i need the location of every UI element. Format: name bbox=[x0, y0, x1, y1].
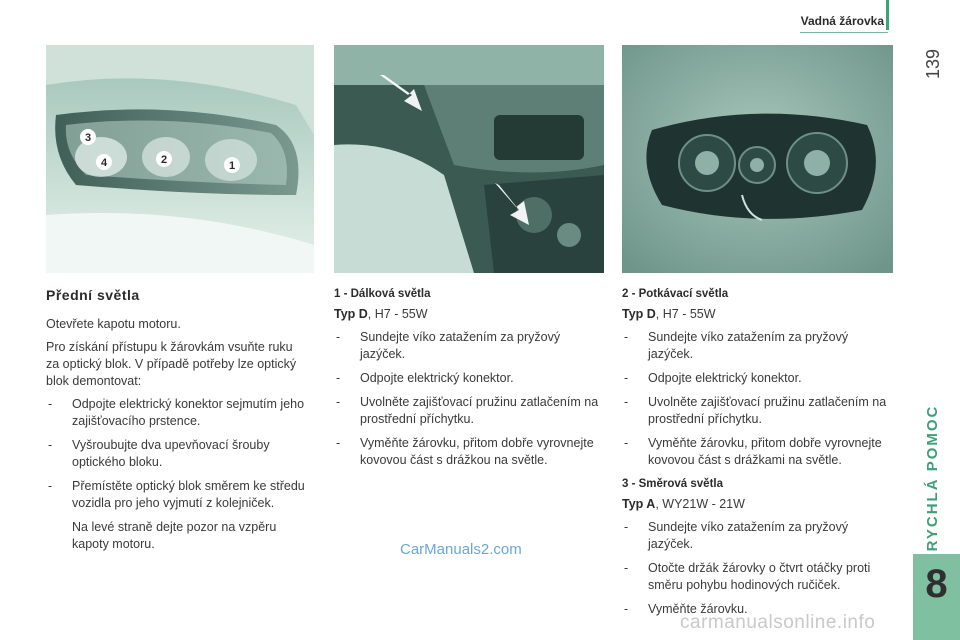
list-item: - Odpojte elektrický konektor. bbox=[334, 370, 602, 387]
header-accent-bar bbox=[886, 0, 889, 30]
figure-headlamp-rear bbox=[622, 45, 893, 273]
left-column bbox=[46, 287, 308, 559]
chapter-number: 8 bbox=[925, 562, 948, 606]
type-value: , H7 - 55W bbox=[367, 307, 428, 321]
list-item: - Sundejte víko zatažením za pryžový jazýček. bbox=[334, 329, 602, 363]
high-beam-title: 1 - Dálková světla bbox=[334, 288, 431, 300]
list-item: - Uvolněte zajišťovací pružinu zatlačením na prostřední příchytku. bbox=[622, 394, 894, 428]
type-label: Typ D bbox=[622, 307, 656, 321]
callout-1: 1 bbox=[228, 160, 236, 172]
indicator-type bbox=[622, 496, 894, 513]
low-beam-title: 2 - Potkávací světla bbox=[622, 288, 729, 300]
intro-paragraph-1: Otevřete kapotu motoru. bbox=[46, 317, 181, 331]
list-item: - Sundejte víko zatažením za pryžový jazýček. bbox=[622, 329, 894, 363]
watermark-carmanualsonline: carmanualsonline.info bbox=[680, 612, 876, 633]
indicator-title: 3 - Směrová světla bbox=[622, 478, 724, 490]
list-item: - Přemístěte optický blok směrem ke středu vozidla pro jeho vyjmutí z kolejniček. bbox=[46, 478, 308, 512]
note-paragraph: Na levé straně dejte pozor na vzpěru kapoty motoru. bbox=[72, 520, 277, 551]
type-value: , WY21W - 21W bbox=[655, 497, 745, 511]
indicator-steps bbox=[622, 519, 894, 618]
list-item: - Vyměňte žárovku. bbox=[622, 601, 894, 618]
callout-4: 4 bbox=[100, 157, 108, 169]
callout-2: 2 bbox=[160, 154, 168, 166]
low-beam-steps bbox=[622, 329, 894, 469]
list-item: - Uvolněte zajišťovací pružinu zatlačením na prostřední příchytku. bbox=[334, 394, 602, 428]
list-item: - Vyměňte žárovku, přitom dobře vyrovnejte kovovou část s drážkou na světle. bbox=[334, 435, 602, 469]
list-item: - Vyšroubujte dva upevňovací šrouby optického bloku. bbox=[46, 437, 308, 471]
high-beam-type bbox=[334, 306, 602, 323]
callout-3: 3 bbox=[84, 132, 92, 144]
list-item: - Odpojte elektrický konektor sejmutím jeho zajišťovacího prstence. bbox=[46, 396, 308, 430]
high-beam-steps bbox=[334, 329, 602, 469]
section-heading: Přední světla bbox=[46, 287, 140, 303]
list-item: - Vyměňte žárovku, přitom dobře vyrovnejte kovovou část s drážkami na světle. bbox=[622, 435, 894, 469]
chapter-tab-label: RYCHLÁ POMOC bbox=[924, 404, 941, 552]
list-item: - Sundejte víko zatažením za pryžový jazýček. bbox=[622, 519, 894, 553]
right-column bbox=[622, 286, 894, 625]
intro-paragraph-2: Pro získání přístupu k žárovkám vsuňte ruku za optický blok. V případě potřeby lze optický blok demontovat: bbox=[46, 340, 297, 388]
removal-steps bbox=[46, 396, 308, 512]
type-label: Typ A bbox=[622, 497, 656, 511]
list-item: - Otočte držák žárovky o čtvrt otáčky proti směru pohybu hodinových ručiček. bbox=[622, 560, 894, 594]
list-item: - Odpojte elektrický konektor. bbox=[622, 370, 894, 387]
figure-headlamp-callouts bbox=[46, 45, 314, 273]
figure-engine-bay bbox=[334, 45, 604, 273]
page-number: 139 bbox=[923, 48, 943, 79]
running-header-title: Vadná žárovka bbox=[800, 14, 884, 28]
header-rule bbox=[800, 32, 888, 33]
type-label: Typ D bbox=[334, 307, 368, 321]
middle-column bbox=[334, 286, 602, 476]
low-beam-type bbox=[622, 306, 894, 323]
watermark-carmanuals2: CarManuals2.com bbox=[400, 541, 522, 558]
type-value: , H7 - 55W bbox=[655, 307, 716, 321]
